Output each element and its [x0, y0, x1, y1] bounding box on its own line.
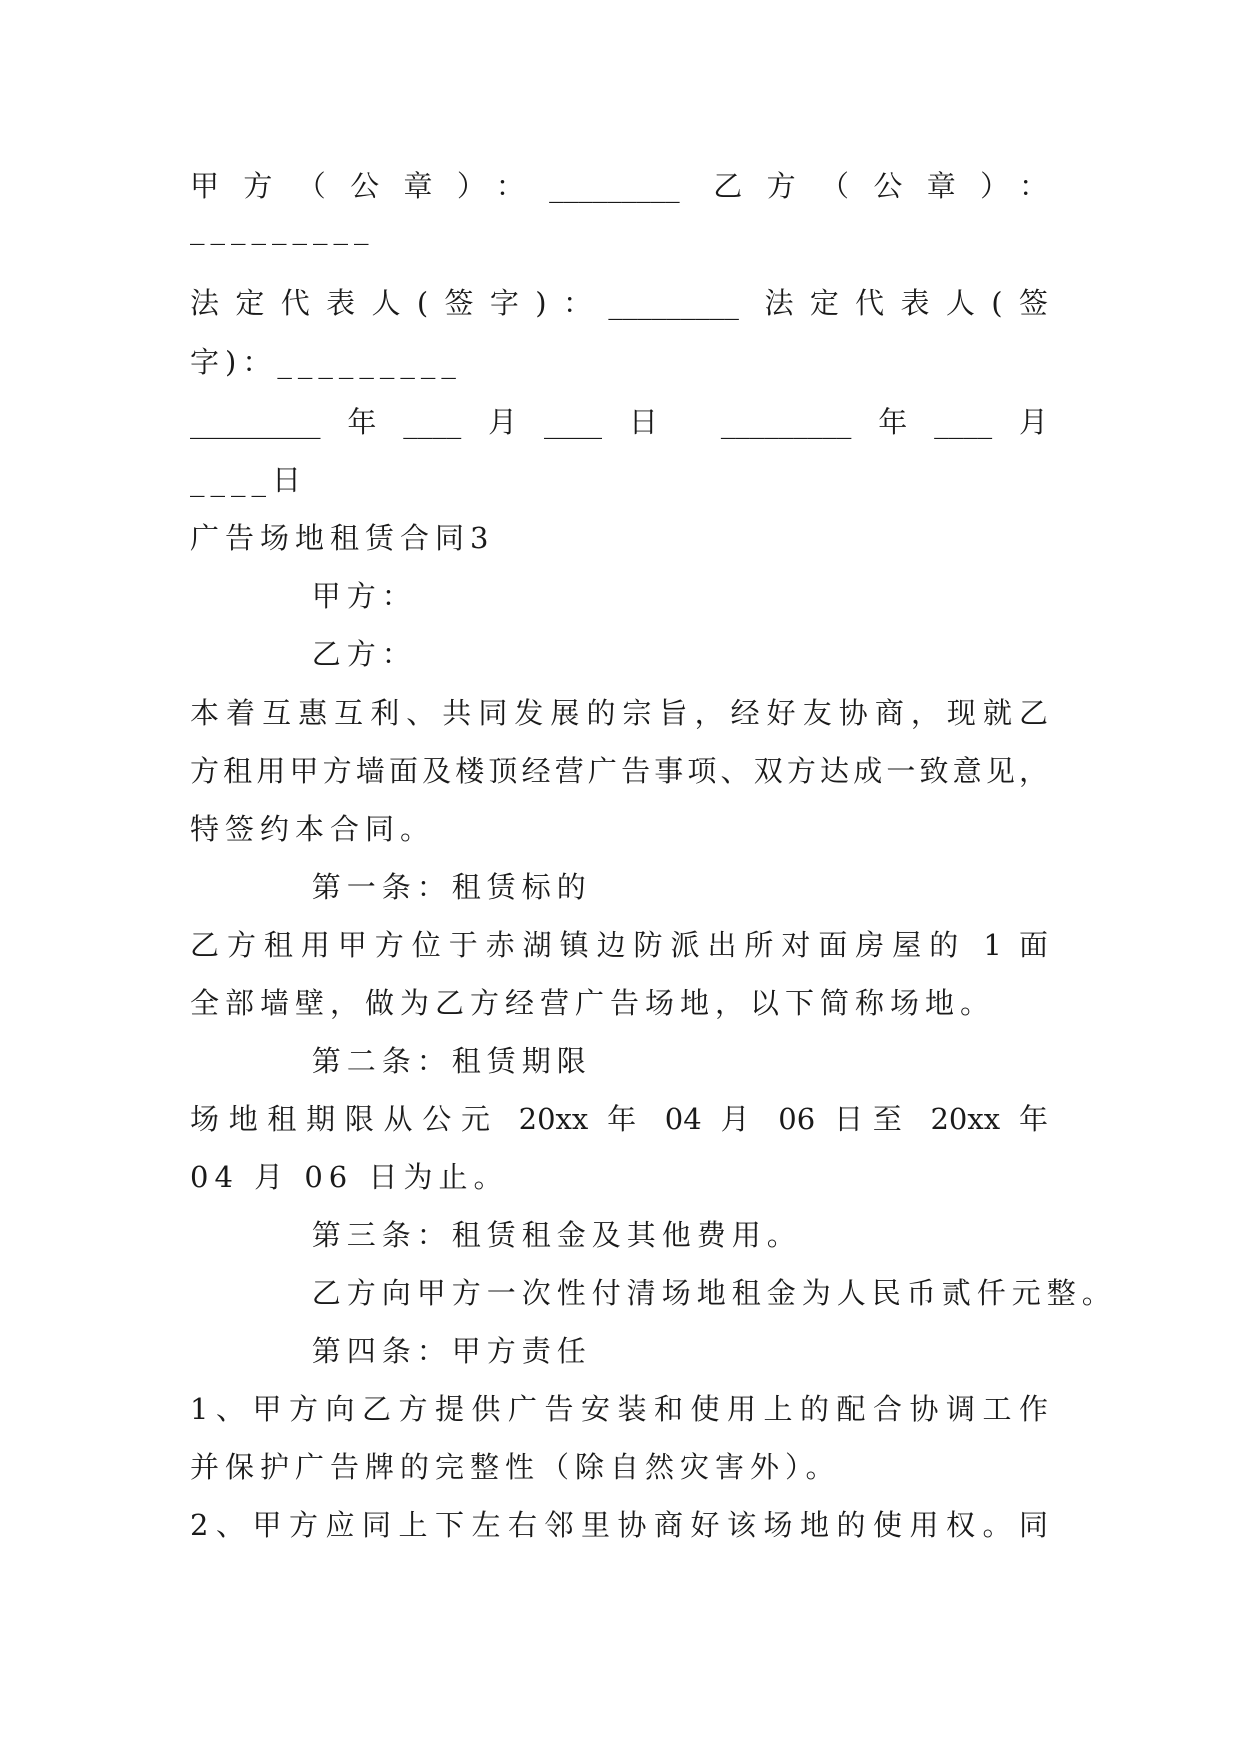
text-line: 第三条：租赁租金及其他费用。 — [190, 1218, 802, 1252]
text-line: _________年____月____日 _________年____月 — [190, 405, 1048, 439]
text-line: 法定代表人(签字)：_________ 法定代表人(签 — [190, 286, 1048, 320]
text-line: 场地租期限从公元 20xx 年 04 月 06 日至 20xx 年 — [190, 1102, 1048, 1136]
text-line: 甲方（公章）：_________ 乙方（公章）： — [190, 169, 1048, 203]
text-line: 第四条：甲方责任 — [190, 1334, 592, 1368]
text-line: 并保护广告牌的完整性（除自然灾害外）。 — [190, 1450, 841, 1484]
text-line: 2、甲方应同上下左右邻里协商好该场地的使用权。同 — [190, 1508, 1048, 1542]
text-line: 甲方： — [190, 579, 417, 613]
text-line: 乙方向甲方一次性付清场地租金为人民币贰仟元整。 — [190, 1276, 1117, 1310]
text-line: 乙方： — [190, 637, 417, 671]
text-line: 全部墙壁，做为乙方经营广告场地，以下简称场地。 — [190, 986, 996, 1020]
section-heading: 广告场地租赁合同3 — [190, 521, 495, 555]
text-line: ____日 — [190, 463, 308, 497]
text-line: 方租用甲方墙面及楼顶经营广告事项、双方达成一致意见， — [190, 754, 1048, 788]
text-line: 乙方租用甲方位于赤湖镇边防派出所对面房屋的 1 面 — [190, 928, 1048, 962]
text-line: 第二条：租赁期限 — [190, 1044, 592, 1078]
text-line: 第一条：租赁标的 — [190, 870, 592, 904]
text-line: _________ — [190, 211, 375, 245]
text-line: 1、甲方向乙方提供广告安装和使用上的配合协调工作 — [190, 1392, 1048, 1426]
text-line: 字)：_________ — [190, 345, 462, 379]
text-line: 特签约本合同。 — [190, 812, 436, 846]
text-line: 本着互惠互利、共同发展的宗旨，经好友协商，现就乙 — [190, 696, 1048, 730]
text-line: 04 月 06 日为止。 — [190, 1160, 509, 1194]
